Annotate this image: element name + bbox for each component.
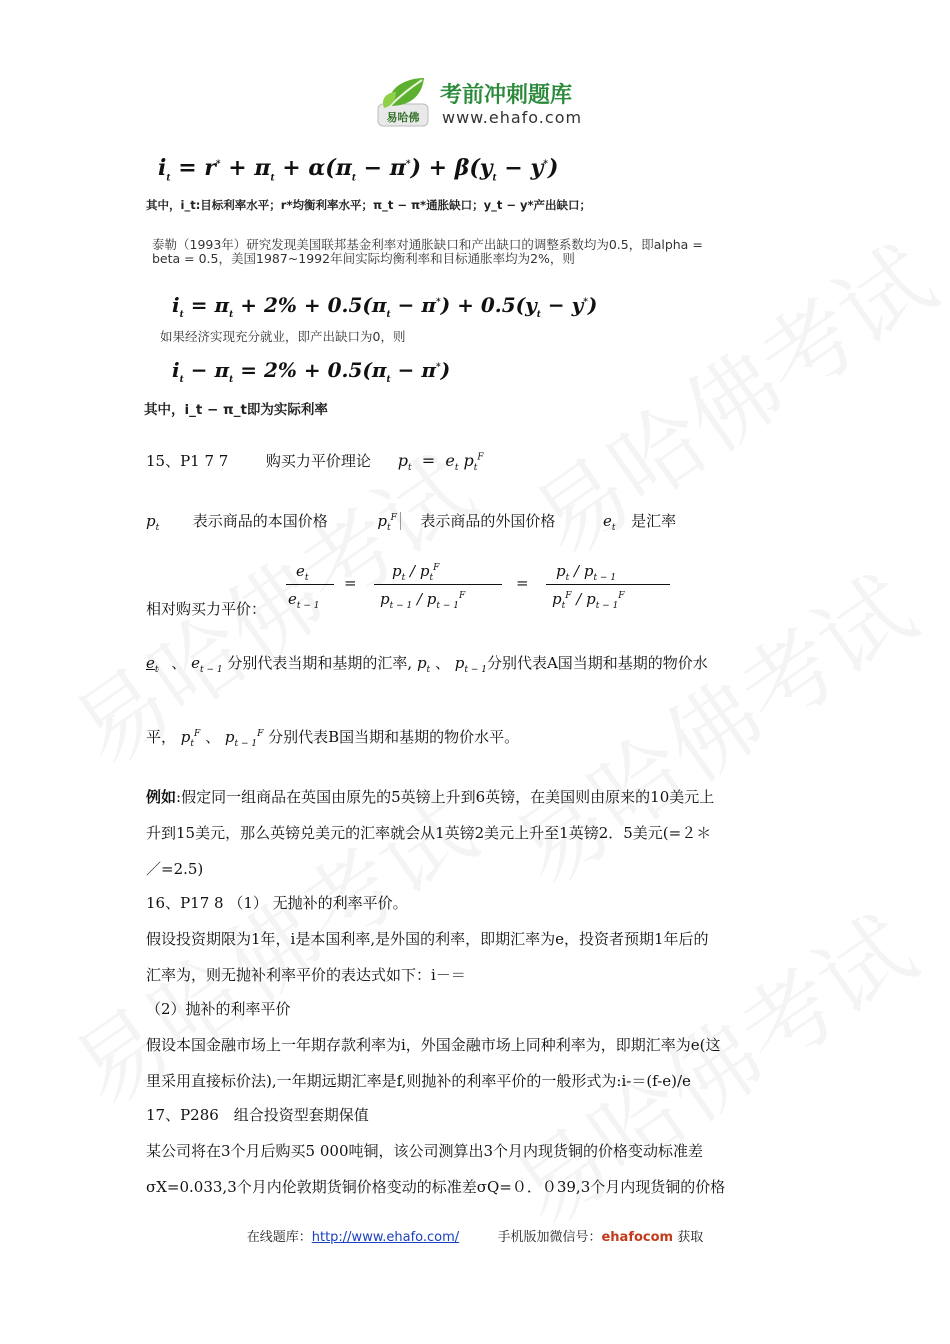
taylor-equation-2: $i_t = \pi_t + 2\% + 0.5(\pi_t - \pi^*) + 0.5(y_t - y^*)$ [172, 293, 598, 320]
symbol-p-t-1: $p_{t - 1}$ [454, 654, 487, 675]
ppp-desc-1: 表示商品的本国价格 [192, 512, 328, 530]
ppp-definitions [146, 510, 676, 533]
taylor-note-2: 其中，i_t − π_t即为实际利率 [144, 402, 328, 418]
taylor-paragraph-2: 如果经济实现充分就业，即产出缺口为0，则 [160, 329, 406, 344]
footer-label: 在线题库： [246, 1230, 312, 1245]
section-15-heading [146, 450, 484, 473]
symbol-p-t-1-f: $p_{t - 1}^F$ [224, 728, 264, 749]
taylor-note: 其中，i_t:目标利率水平；r*均衡利率水平；π_t − π*通胀缺口；y_t − y*产出缺口； [146, 198, 591, 212]
section-16-para-1: 假设投资期限为1年，i是本国利率,是外国的利率，即期汇率为e，投资者预期1年后的 [146, 930, 709, 948]
section-16-para-3: 假设本国金融市场上一年期存款利率为i，外国金融市场上同种利率为，即期汇率为e(这 [146, 1036, 721, 1054]
section-16-heading: 16、P17 8 （1） 无抛补的利率平价。 [146, 894, 408, 912]
section-16-para-2: 汇率为，则无抛补利率平价的表达式如下：i－＝ [146, 966, 466, 984]
section-15-number: 15、P1 7 7 [146, 452, 229, 470]
symbol-p-t: $p_t$ [416, 654, 431, 675]
example-line-3: ／=2.5) [146, 860, 204, 878]
footer-wechat-label: 手机版加微信号： [497, 1230, 602, 1245]
section-17-para-2: σX=0.033,3个月内伦敦期货铜价格变动的标准差σQ=０．０39,3个月内现货铜的价格 [146, 1178, 726, 1196]
section-17-heading: 17、P286 组合投资型套期保值 [146, 1106, 369, 1124]
leaf-logo-icon [376, 74, 430, 128]
footer-suffix: 获取 [677, 1230, 704, 1245]
taylor-paragraph: 泰勒（1993年）研究发现美国联邦基金利率对通胀缺口和产出缺口的调整系数均为0.5，即alpha = beta = 0.5，美国1987~1992年间实际均衡利率和目标通胀率均为2%，则 [152, 237, 703, 266]
symbol-p-t-f: $p_t^F$ [180, 728, 201, 749]
logo-badge: 易哈佛 [386, 111, 420, 124]
taylor-equation-1: $i_t = r^* + \pi_t + \alpha(\pi_t - \pi^*) + \beta(y_t - y^*)$ [158, 155, 559, 184]
section-16-subheading: （2）抛补的利率平价 [146, 1000, 291, 1018]
section-15-title: 购买力平价理论 [265, 452, 371, 470]
section-16-para-4: 里采用直接标价法),一年期远期汇率是f,则抛补的利率平价的一般形式为:i-＝(f-e)/e [146, 1072, 691, 1090]
symbol-e-t: $e_t$ [603, 512, 616, 533]
logo-url: www.ehafo.com [442, 108, 583, 127]
relative-ppp-explain-1: $e_t$ 、 $e_{t - 1}$ 分别代表当期和基期的汇率, $p_t$ 、 $p_{t - 1}$分别代表A国当期和基期的物价水 [146, 654, 708, 675]
symbol-e-t-1: $e_{t - 1}$ [191, 654, 223, 675]
ppp-desc-2: 表示商品的外国价格 [420, 512, 556, 530]
symbol-p-t: $p_t$ [146, 512, 160, 533]
ppp-formula: $p_t = e_t$ $p_t^F$ [397, 451, 484, 474]
footer-wechat-id: ehafocom [601, 1230, 674, 1245]
ppp-desc-3: 是汇率 [631, 512, 677, 530]
relative-ppp-explain-2: 平， $p_t^F$ 、 $p_{t - 1}^F$ 分别代表B国当期和基期的物价水平。 [146, 728, 520, 749]
relative-ppp-label: 相对购买力平价： [146, 600, 267, 618]
taylor-equation-3: $i_t - \pi_t = 2\% + 0.5(\pi_t - \pi^*)$ [172, 358, 451, 385]
section-17-para-1: 某公司将在3个月后购买5 000吨铜，该公司测算出3个月内现货铜的价格变动标准差 [146, 1142, 704, 1160]
example-label: 例如 [146, 788, 177, 806]
logo-title: 考前冲刺题库 [440, 83, 573, 108]
example-line-2: 升到15美元，那么英镑兑美元的汇率就会从1英镑2美元上升至1英镑2．5美元(=２＊ [146, 824, 712, 842]
page-footer [0, 1226, 950, 1245]
symbol-p-t-f: $p_t^F$ [377, 512, 400, 530]
example-line-1: 例如:假定同一组商品在英国由原先的5英镑上升到6英镑，在美国则由原来的10美元上 [146, 788, 715, 806]
symbol-e-t: $e_t$ [146, 654, 159, 675]
site-logo[interactable] [376, 74, 586, 132]
footer-link[interactable]: http://www.ehafo.com/ [311, 1230, 460, 1245]
